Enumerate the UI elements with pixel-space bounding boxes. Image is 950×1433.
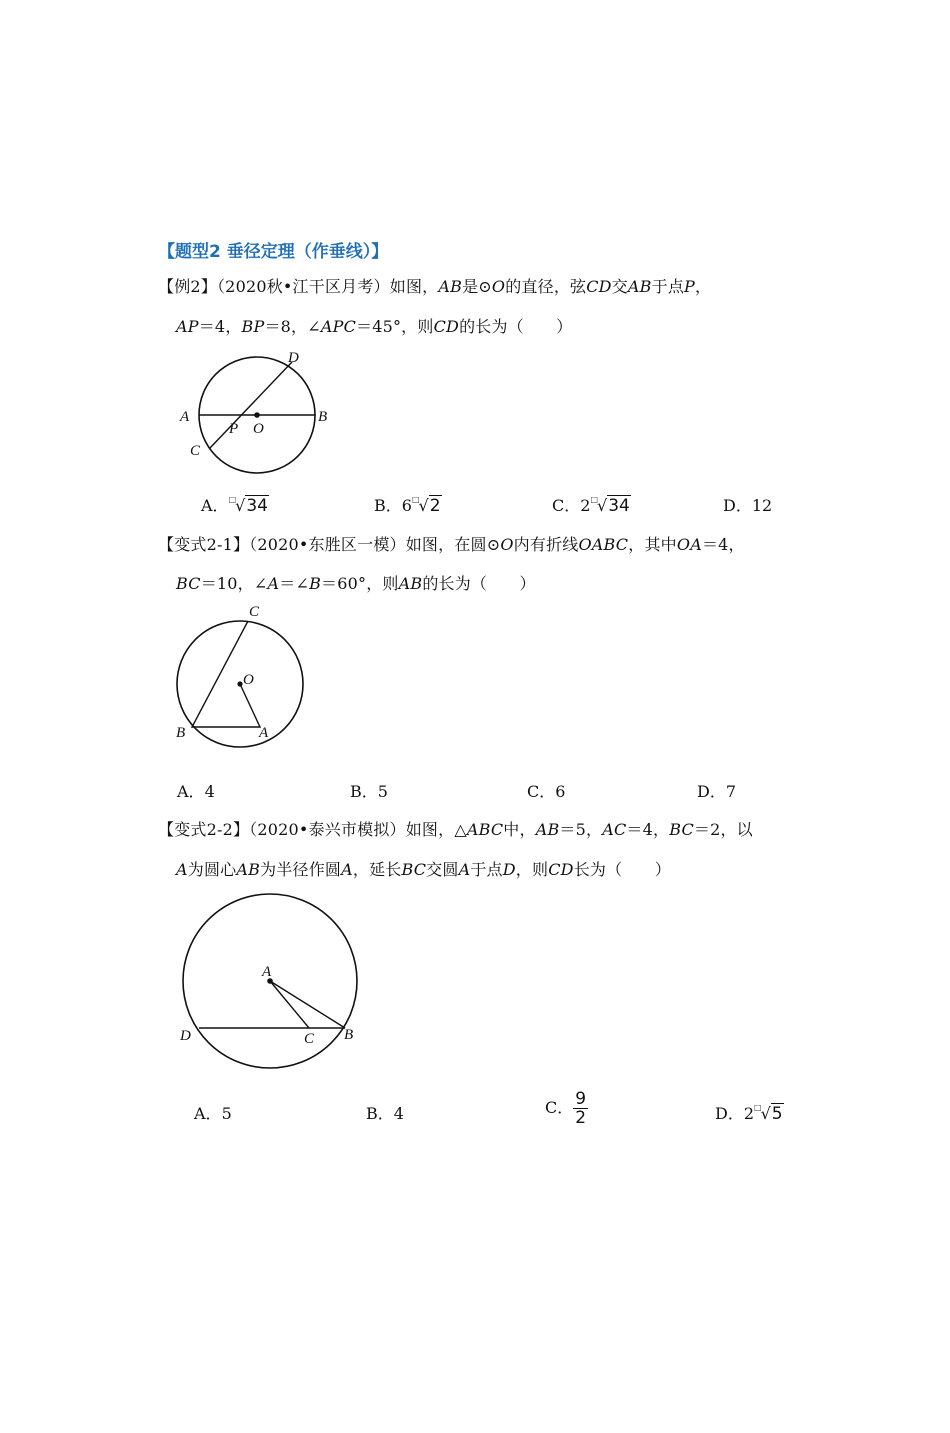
variant22-option-b[interactable]: B．4 <box>366 1104 404 1123</box>
center-point <box>254 412 260 418</box>
label-a: A <box>262 964 272 980</box>
example2-option-d[interactable]: D．12 <box>723 496 773 515</box>
label-d: D <box>180 1028 191 1044</box>
radical: □√34 <box>228 495 268 516</box>
variant22-figure <box>170 885 370 1075</box>
variant22-option-a[interactable]: A．5 <box>194 1104 232 1123</box>
center-point <box>237 681 242 686</box>
variant22-tag: 【变式2-2】 <box>158 820 250 839</box>
segment-ab <box>270 981 345 1028</box>
variant21-option-d[interactable]: D．7 <box>697 782 737 801</box>
example2-option-b[interactable]: B．6□√2 <box>374 495 441 516</box>
variant21-option-a[interactable]: A．4 <box>177 782 215 801</box>
label-d: D <box>288 350 299 366</box>
variant21-source: （2020•东胜区一模） <box>249 535 406 554</box>
chord-cd <box>210 362 292 448</box>
variant21-figure <box>170 600 310 750</box>
segment-ac <box>270 981 309 1028</box>
label-b: B <box>344 1027 354 1043</box>
radical: □√5 <box>754 1103 783 1124</box>
example2-source: （2020秋•江干区月考） <box>216 277 390 296</box>
variant21-line1: 【变式2-1】（2020•东胜区一模）如图，在圆⊙O内有折线OABC，其中OA＝4， <box>158 535 745 554</box>
label-o: O <box>243 672 254 688</box>
fraction: $\frac{9}{2}$ <box>575 1089 587 1128</box>
variant21-option-b[interactable]: B．5 <box>350 782 388 801</box>
label-c: C <box>190 443 201 459</box>
variant22-option-c[interactable]: C． $\frac{9}{2}$ <box>545 1089 587 1128</box>
label-b: B <box>176 725 186 741</box>
variant21-option-c[interactable]: C．6 <box>527 782 566 801</box>
variant22-line1: 【变式2-2】（2020•泰兴市模拟）如图，△ABC中，AB＝5，AC＝4，BC＝2，以 <box>158 820 753 839</box>
variant21-line2: BC＝10，∠A＝∠B＝60°，则AB的长为（ ） <box>176 574 536 593</box>
example2-option-c[interactable]: C．2□√34 <box>552 495 630 516</box>
example2-figure <box>170 345 340 475</box>
label-a: A <box>180 409 190 425</box>
example2-option-a[interactable]: A．□√34 <box>201 495 268 516</box>
example2-line2: AP＝4，BP＝8，∠APC＝45°，则CD的长为（ ） <box>176 317 573 336</box>
variant21-tag: 【变式2-1】 <box>158 535 250 554</box>
label-p: P <box>229 421 239 437</box>
variant22-line2: A为圆心AB为半径作圆A，延长BC交圆A于点D，则CD长为（ ） <box>176 860 671 879</box>
label-o: O <box>253 421 264 437</box>
example2-tag: 【例2】 <box>158 277 217 296</box>
label-c: C <box>249 604 260 620</box>
label-a: A <box>259 725 269 741</box>
label-b: B <box>318 409 328 425</box>
section-title: 【题型2 垂径定理（作垂线）】 <box>158 242 389 262</box>
variant22-source: （2020•泰兴市模拟） <box>249 820 406 839</box>
example2-line1: 【例2】（2020秋•江干区月考）如图，AB是⊙O的直径，弦CD交AB于点P， <box>158 277 712 296</box>
radical: □√2 <box>411 495 441 516</box>
variant22-option-d[interactable]: D．2□√5 <box>715 1103 783 1124</box>
radical: □√34 <box>590 495 630 516</box>
label-c: C <box>304 1031 315 1047</box>
